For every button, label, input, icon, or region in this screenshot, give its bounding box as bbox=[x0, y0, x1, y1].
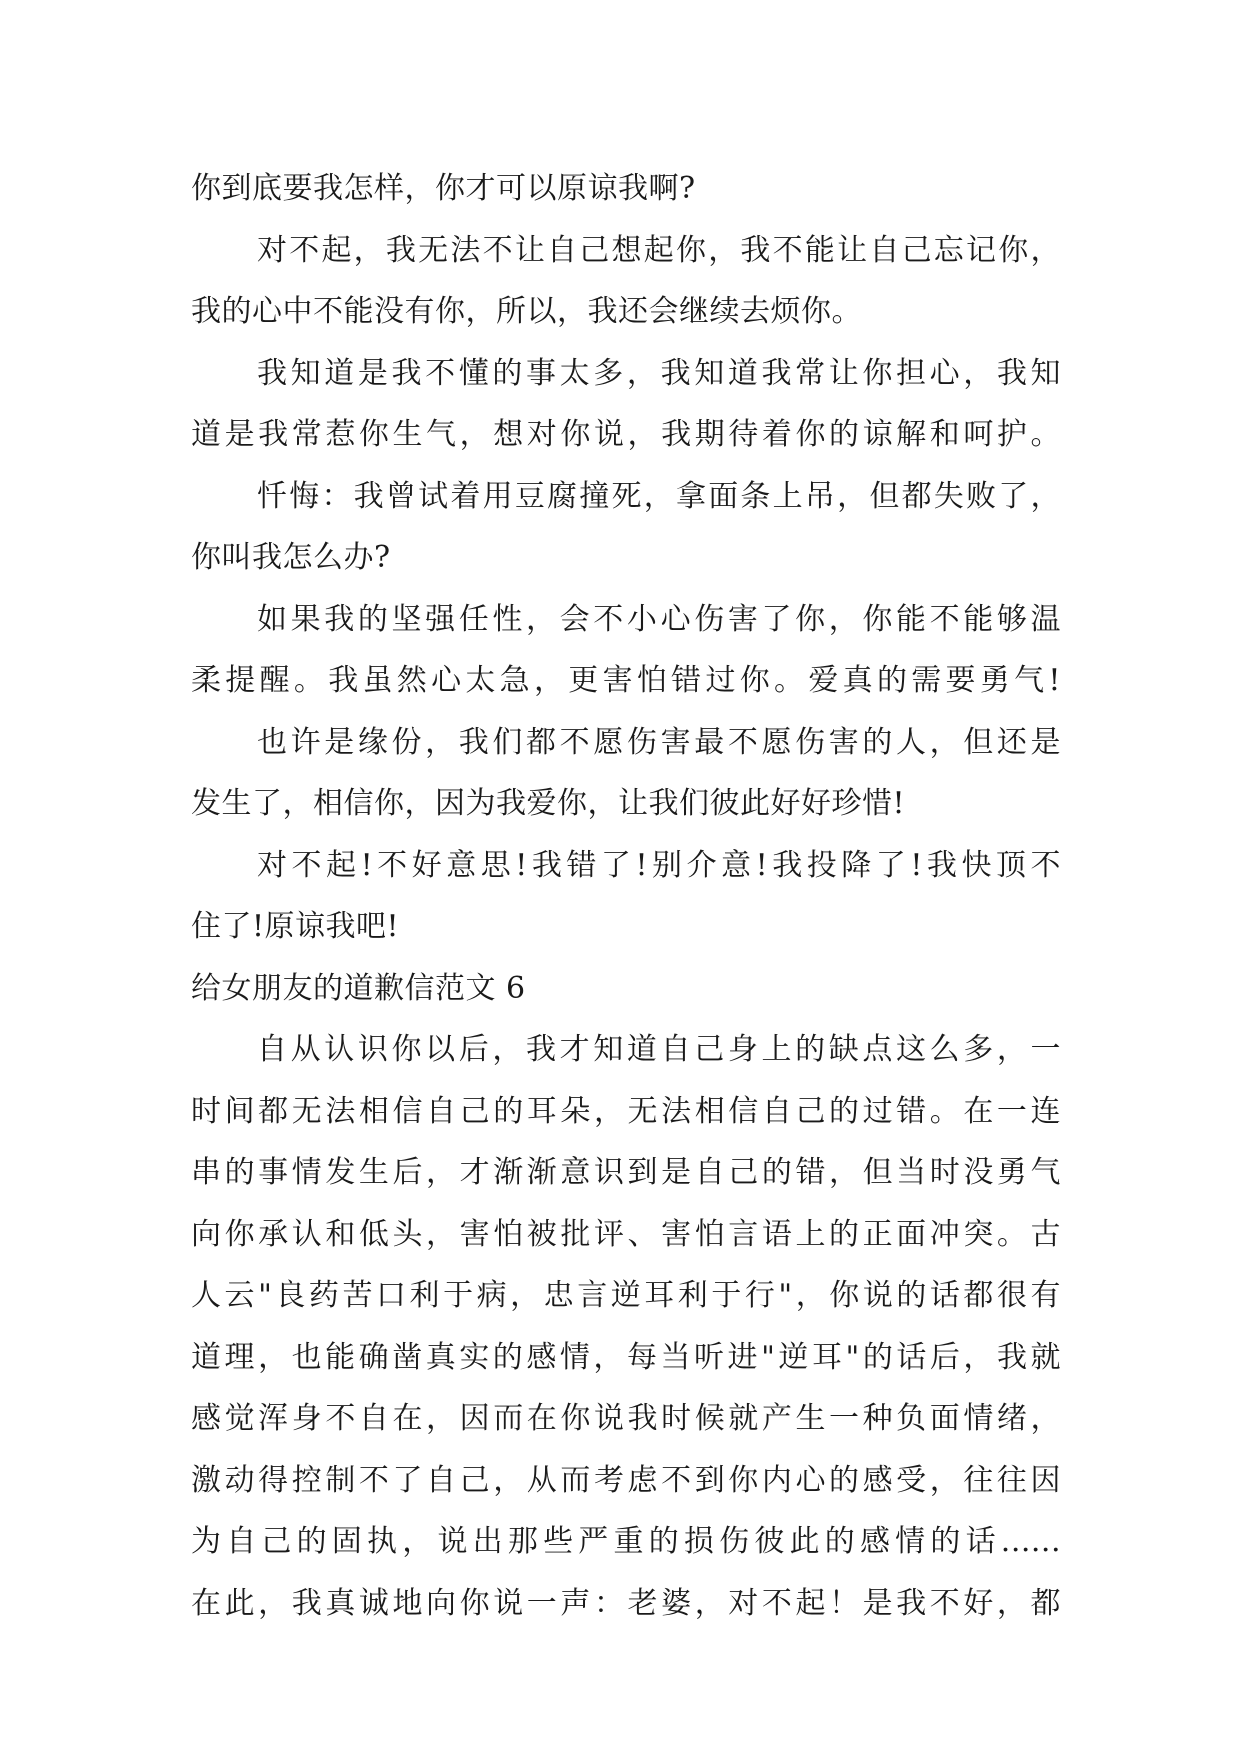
text-line: 串的事情发生后，才渐渐意识到是自己的错，但当时没勇气 bbox=[191, 1155, 1061, 1190]
text-line: 发生了，相信你，因为我爱你，让我们彼此好好珍惜! bbox=[191, 786, 906, 821]
text-line: 我的心中不能没有你，所以，我还会继续去烦你。 bbox=[191, 294, 862, 329]
text-line: 道是我常惹你生气，想对你说，我期待着你的谅解和呵护。 bbox=[191, 417, 1061, 452]
text-line: 向你承认和低头，害怕被批评、害怕言语上的正面冲突。古 bbox=[191, 1216, 1061, 1252]
text-line: 人云"良药苦口利于病，忠言逆耳利于行"，你说的话都很有 bbox=[191, 1278, 1061, 1313]
text-line: 为自己的固执，说出那些严重的损伤彼此的感情的话...... bbox=[191, 1524, 1061, 1559]
text-line: 对不起，我无法不让自己想起你，我不能让自己忘记你， bbox=[257, 232, 1061, 268]
text-line: 你到底要我怎样，你才可以原谅我啊? bbox=[191, 171, 696, 206]
text-line: 感觉浑身不自在，因而在你说我时候就产生一种负面情绪， bbox=[191, 1401, 1061, 1436]
section-heading: 给女朋友的道歉信范文 6 bbox=[191, 970, 526, 1006]
text-line: 柔提醒。我虽然心太急，更害怕错过你。爱真的需要勇气! bbox=[191, 663, 1061, 698]
document-body bbox=[191, 158, 1061, 1634]
text-line: 如果我的坚强任性，会不小心伤害了你，你能不能够温 bbox=[257, 601, 1061, 637]
text-line: 自从认识你以后，我才知道自己身上的缺点这么多，一 bbox=[257, 1032, 1061, 1067]
text-line: 忏悔：我曾试着用豆腐撞死，拿面条上吊，但都失败了， bbox=[257, 478, 1061, 514]
text-line: 在此，我真诚地向你说一声：老婆，对不起！是我不好，都 bbox=[191, 1585, 1061, 1621]
text-line: 时间都无法相信自己的耳朵，无法相信自己的过错。在一连 bbox=[191, 1093, 1061, 1129]
text-line: 激动得控制不了自己，从而考虑不到你内心的感受，往往因 bbox=[191, 1462, 1061, 1498]
text-line: 住了!原谅我吧! bbox=[191, 909, 400, 944]
text-line: 也许是缘份，我们都不愿伤害最不愿伤害的人，但还是 bbox=[257, 724, 1061, 760]
text-line: 对不起!不好意思!我错了!别介意!我投降了!我快顶不 bbox=[257, 847, 1061, 883]
text-line: 道理，也能确凿真实的感情，每当听进"逆耳"的话后，我就 bbox=[191, 1339, 1061, 1375]
text-line: 你叫我怎么办? bbox=[191, 540, 391, 575]
text-line: 我知道是我不懂的事太多，我知道我常让你担心，我知 bbox=[257, 355, 1061, 391]
